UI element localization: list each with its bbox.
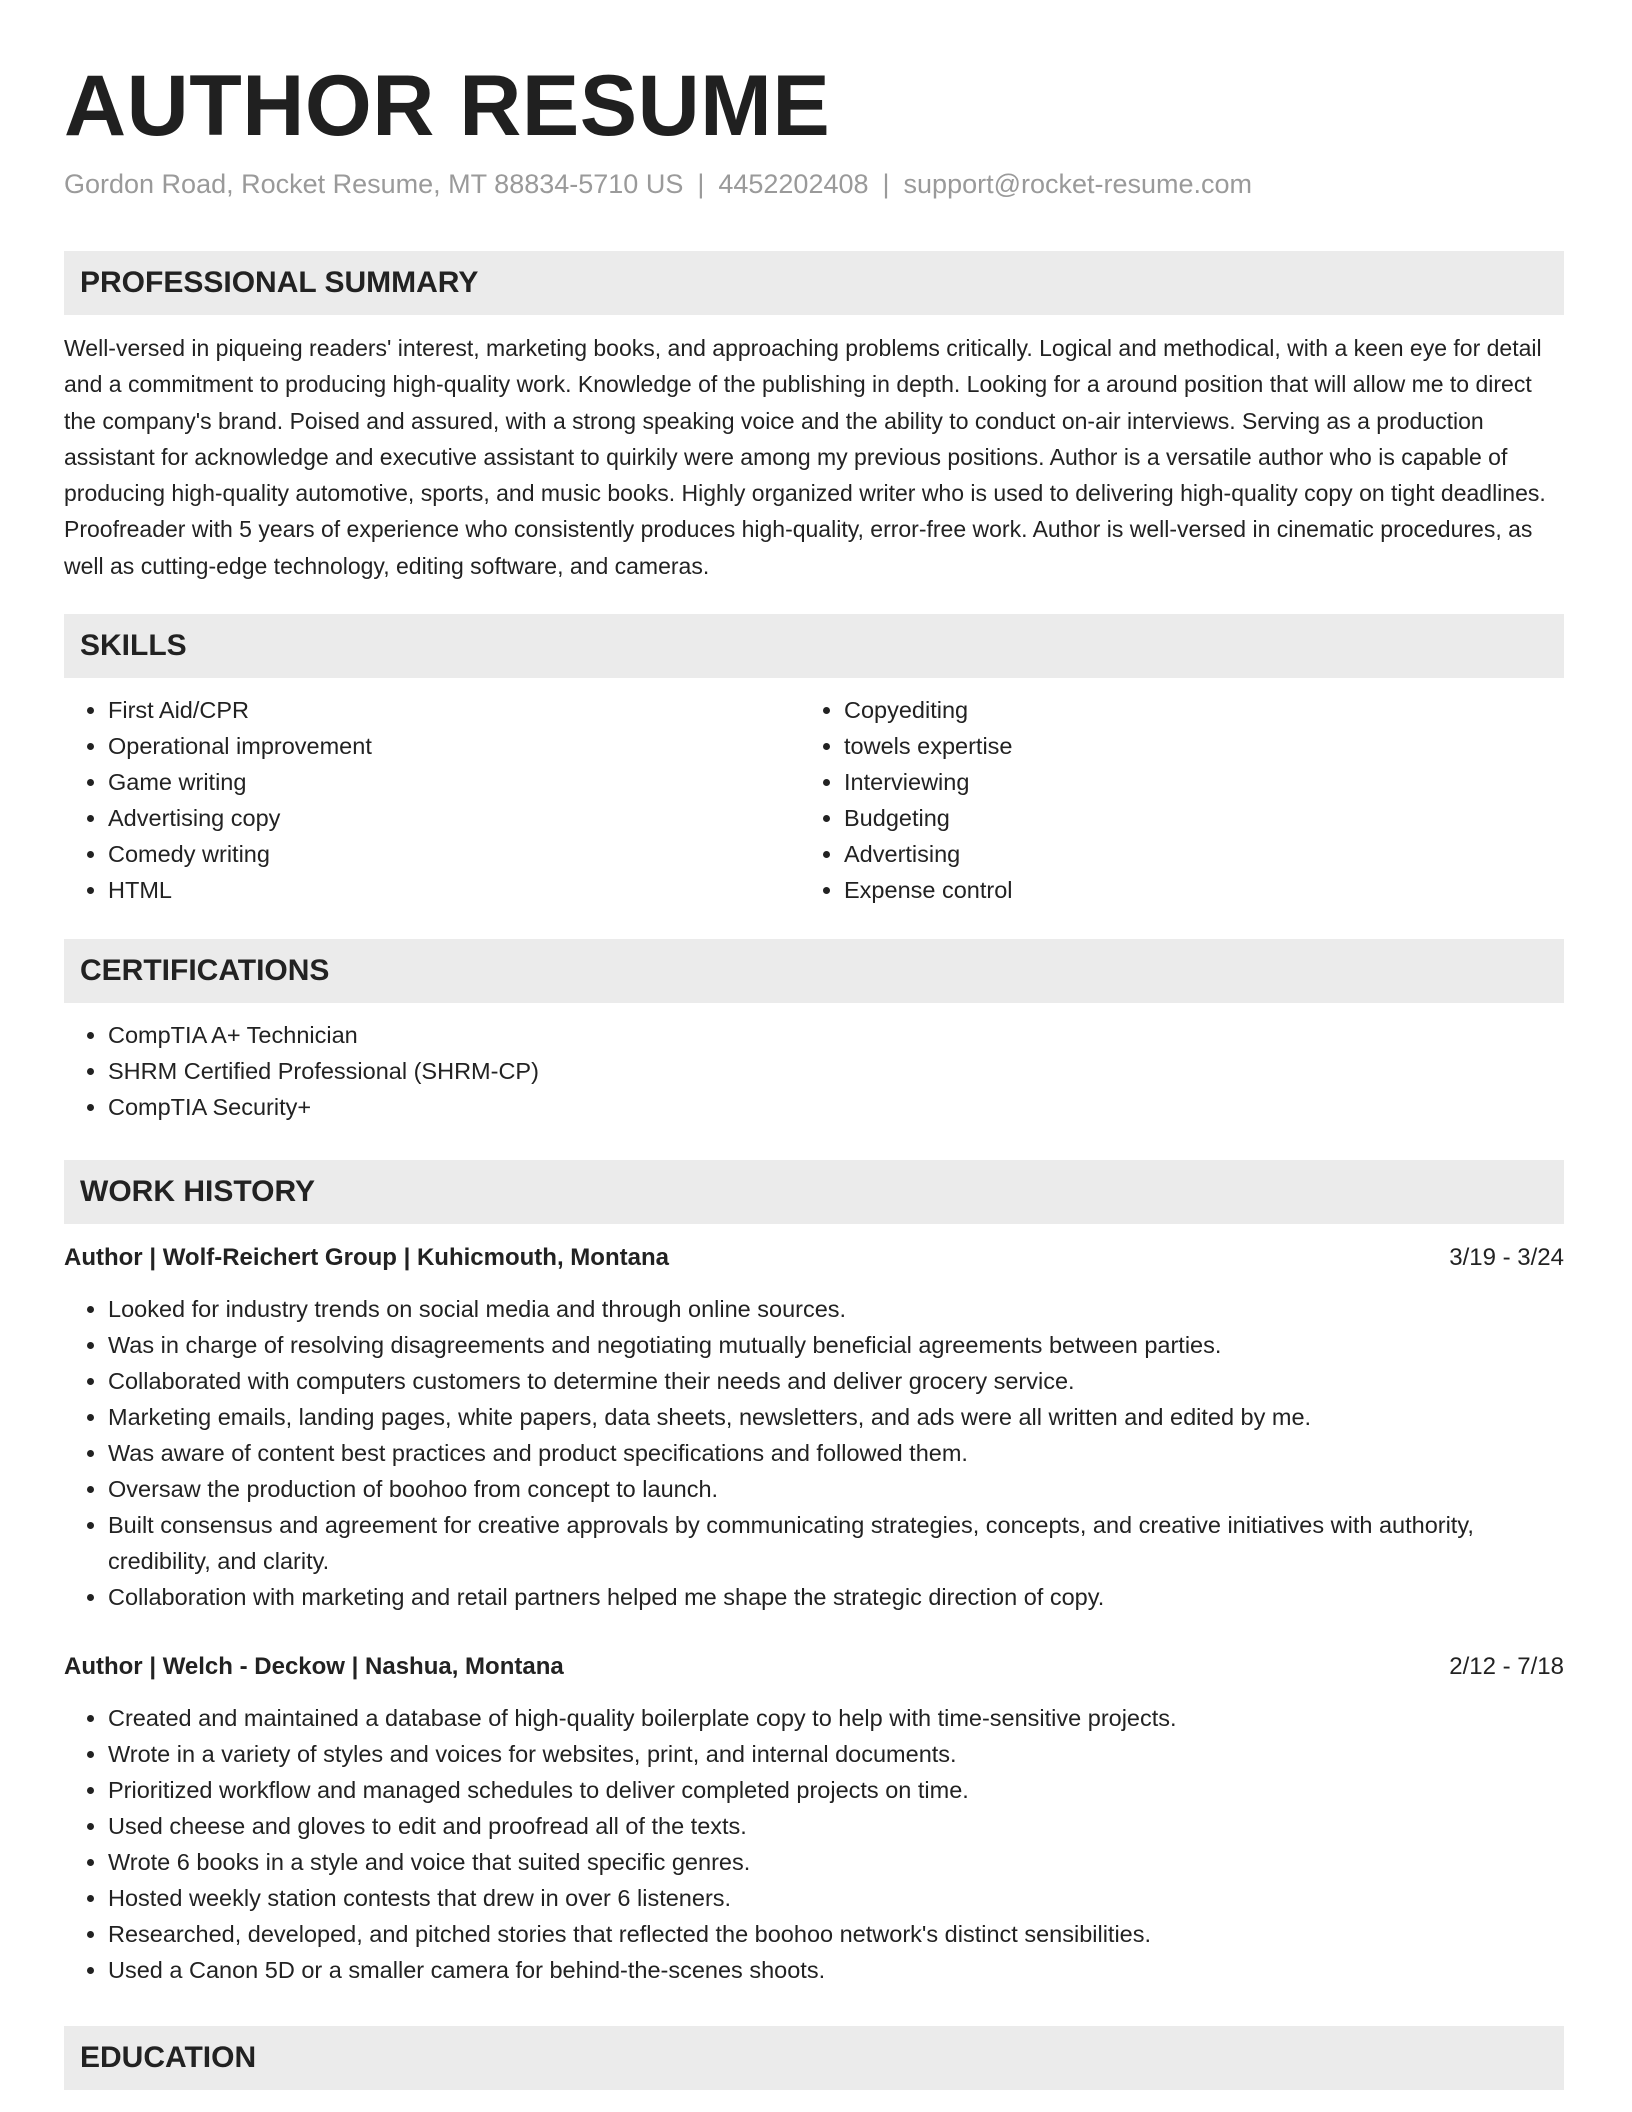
job-dates: 3/19 - 3/24 bbox=[1449, 1244, 1564, 1271]
contact-separator: | bbox=[697, 169, 705, 199]
list-item: • CompTIA Security+ bbox=[108, 1089, 1564, 1125]
section-title: PROFESSIONAL SUMMARY bbox=[80, 266, 479, 299]
section-header-certifications bbox=[64, 939, 1564, 1003]
list-item: • Expense control bbox=[844, 872, 1544, 908]
job-header bbox=[64, 1649, 1564, 1685]
list-item: • Collaboration with marketing and retail partners helped me shape the strategic direction of copy. bbox=[108, 1579, 1564, 1615]
list-item: • Hosted weekly station contests that drew in over 6 listeners. bbox=[108, 1880, 1564, 1916]
list-item: • Budgeting bbox=[844, 800, 1544, 836]
section-title: EDUCATION bbox=[80, 2041, 257, 2074]
certifications-list bbox=[64, 1017, 1564, 1125]
list-item: • Researched, developed, and pitched stories that reflected the boohoo network's distinct sensibilities. bbox=[108, 1916, 1564, 1952]
list-item: • Wrote in a variety of styles and voices for websites, print, and internal documents. bbox=[108, 1736, 1564, 1772]
summary-text: Well-versed in piqueing readers' interest, marketing books, and approaching problems critically. Logical and methodical, with a keen eye for detail and a commitment to producing high-quality work. Knowledge of the publishing in depth. Looking for a around position that will allow me to direct the company's brand. Poised and assured, with a strong speaking voice and the ability to conduct on-air interviews. Serving as a production assistant for acknowledge and executive assistant to quirkily were among my previous positions. Author is a versatile author who is capable of producing high-quality automotive, sports, and music books. Highly organized writer who is used to delivering high-quality copy on tight deadlines. Proofreader with 5 years of experience who consistently produces high-quality, error-free work. Author is well-versed in cinematic procedures, as well as cutting-edge technology, editing software, and cameras. bbox=[64, 335, 1546, 579]
job-dates: 2/12 - 7/18 bbox=[1449, 1653, 1564, 1680]
list-item: • Operational improvement bbox=[108, 728, 798, 764]
list-item: • Advertising bbox=[844, 836, 1544, 872]
list-item: • Comedy writing bbox=[108, 836, 798, 872]
section-header-education bbox=[64, 2026, 1564, 2090]
list-item: • Interviewing bbox=[844, 764, 1544, 800]
list-item: • Game writing bbox=[108, 764, 798, 800]
list-item: • Marketing emails, landing pages, white papers, data sheets, newsletters, and ads were all written and edited by me. bbox=[108, 1399, 1564, 1435]
section-title: WORK HISTORY bbox=[80, 1175, 316, 1208]
list-item: • Copyediting bbox=[844, 692, 1544, 728]
list-item: • Prioritized workflow and managed schedules to deliver completed projects on time. bbox=[108, 1772, 1564, 1808]
section-header-work-history bbox=[64, 1160, 1564, 1224]
skills-list-left bbox=[64, 692, 798, 908]
list-item: • Advertising copy bbox=[108, 800, 798, 836]
list-item: • Used a Canon 5D or a smaller camera for behind-the-scenes shoots. bbox=[108, 1952, 1564, 1988]
list-item: • towels expertise bbox=[844, 728, 1544, 764]
job-title: Author | Welch - Deckow | Nashua, Montana bbox=[64, 1653, 564, 1680]
list-item: • CompTIA A+ Technician bbox=[108, 1017, 1564, 1053]
contact-email: support@rocket-resume.com bbox=[903, 169, 1253, 199]
list-item: • Built consensus and agreement for creative approvals by communicating strategies, concepts, and creative initiatives with authority, credibility, and clarity. bbox=[108, 1507, 1564, 1579]
list-item: • SHRM Certified Professional (SHRM-CP) bbox=[108, 1053, 1564, 1089]
list-item: • HTML bbox=[108, 872, 798, 908]
list-item: • Looked for industry trends on social media and through online sources. bbox=[108, 1291, 1564, 1327]
list-item: • First Aid/CPR bbox=[108, 692, 798, 728]
list-item: • Wrote 6 books in a style and voice that suited specific genres. bbox=[108, 1844, 1564, 1880]
section-title: SKILLS bbox=[80, 629, 187, 662]
skills-list-right bbox=[800, 692, 1544, 908]
list-item: • Collaborated with computers customers to determine their needs and deliver grocery service. bbox=[108, 1363, 1564, 1399]
list-item: • Used cheese and gloves to edit and proofread all of the texts. bbox=[108, 1808, 1564, 1844]
job-bullets bbox=[64, 1700, 1564, 1988]
section-header-skills bbox=[64, 614, 1564, 678]
section-header-summary bbox=[64, 251, 1564, 315]
list-item: • Oversaw the production of boohoo from concept to launch. bbox=[108, 1471, 1564, 1507]
list-item: • Was aware of content best practices and product specifications and followed them. bbox=[108, 1435, 1564, 1471]
list-item: • Created and maintained a database of high-quality boilerplate copy to help with time-sensitive projects. bbox=[108, 1700, 1564, 1736]
contact-phone: 4452202408 bbox=[718, 169, 869, 199]
list-item: • Was in charge of resolving disagreements and negotiating mutually beneficial agreements between parties. bbox=[108, 1327, 1564, 1363]
job-bullets bbox=[64, 1291, 1564, 1615]
job-title: Author | Wolf-Reichert Group | Kuhicmouth, Montana bbox=[64, 1244, 669, 1271]
contact-address: Gordon Road, Rocket Resume, MT 88834-5710 US bbox=[64, 169, 684, 199]
contact-line bbox=[64, 164, 1252, 204]
resume-title: AUTHOR RESUME bbox=[64, 58, 831, 154]
contact-separator: | bbox=[882, 169, 890, 199]
job-header bbox=[64, 1240, 1564, 1276]
section-title: CERTIFICATIONS bbox=[80, 954, 330, 987]
